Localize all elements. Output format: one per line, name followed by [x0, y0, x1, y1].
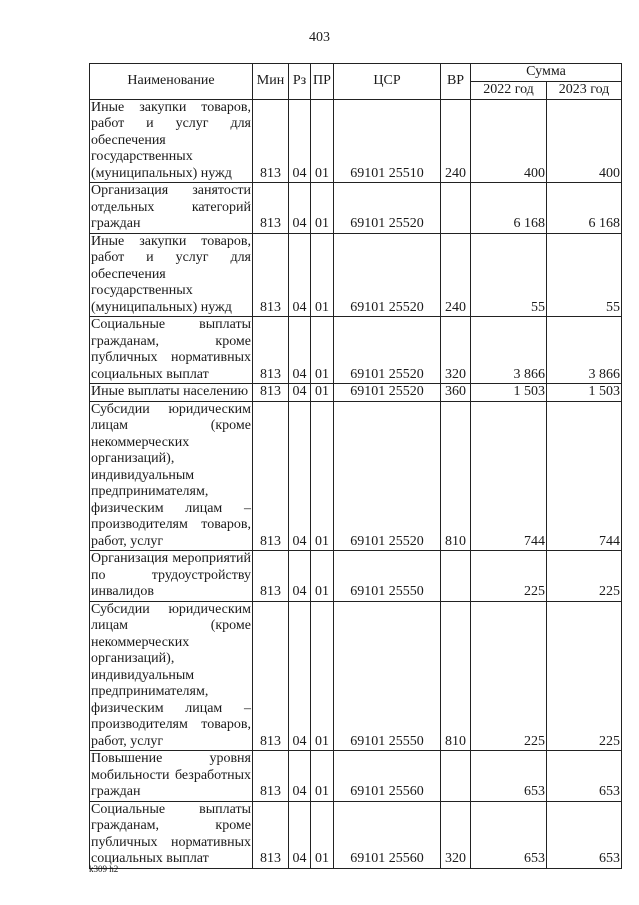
page-number: 403 — [309, 30, 330, 45]
cell-vr — [441, 183, 471, 234]
budget-table — [89, 63, 622, 869]
cell-2023: 6 168 — [547, 183, 622, 234]
cell-pr: 01 — [311, 801, 334, 868]
cell-name: Субсидии юридическим лицам (кроме некоммерческих организаций), индивидуальным предпринимателям, физическим лицам – производителям товаров, работ, услуг — [91, 401, 251, 549]
footer-code: k309 h2 — [89, 864, 119, 874]
cell-pr: 01 — [311, 751, 334, 802]
cell-rz: 04 — [289, 317, 311, 384]
cell-min: 813 — [253, 751, 289, 802]
table-row — [90, 751, 622, 802]
cell-2022: 400 — [471, 99, 547, 183]
cell-min: 813 — [253, 233, 289, 317]
cell-rz: 04 — [289, 551, 311, 602]
table-row — [90, 551, 622, 602]
header-sum: Сумма — [471, 64, 622, 82]
cell-csr: 69101 25520 — [334, 183, 441, 234]
cell-name: Субсидии юридическим лицам (кроме некоммерческих организаций), индивидуальным предпринимателям, физическим лицам – производителям товаров, работ, услуг — [91, 601, 251, 749]
cell-pr: 01 — [311, 317, 334, 384]
cell-pr: 01 — [311, 401, 334, 551]
cell-name: Иные выплаты населению — [90, 384, 253, 402]
cell-name: Повышение уровня мобильности безработных граждан — [91, 751, 251, 799]
cell-2022: 55 — [471, 233, 547, 317]
cell-pr: 01 — [311, 384, 334, 402]
cell-vr: 240 — [441, 233, 471, 317]
cell-vr — [441, 551, 471, 602]
cell-2022: 6 168 — [471, 183, 547, 234]
cell-rz: 04 — [289, 233, 311, 317]
cell-csr: 69101 25550 — [334, 601, 441, 751]
cell-vr: 320 — [441, 801, 471, 868]
header-vr: ВР — [441, 64, 471, 100]
cell-2022: 744 — [471, 401, 547, 551]
cell-name: Иные закупки товаров, работ и услуг для обеспечения государственных (муниципальных) нужд — [91, 233, 251, 315]
cell-rz: 04 — [289, 751, 311, 802]
cell-pr: 01 — [311, 183, 334, 234]
cell-csr: 69101 25560 — [334, 801, 441, 868]
header-rz: Рз — [289, 64, 311, 100]
table-row — [90, 601, 622, 751]
cell-vr: 320 — [441, 317, 471, 384]
cell-2023: 225 — [547, 551, 622, 602]
cell-2022: 225 — [471, 551, 547, 602]
cell-min: 813 — [253, 317, 289, 384]
cell-rz: 04 — [289, 384, 311, 402]
cell-2023: 1 503 — [547, 384, 622, 402]
cell-csr: 69101 25550 — [334, 551, 441, 602]
header-min: Мин — [253, 64, 289, 100]
cell-pr: 01 — [311, 551, 334, 602]
cell-rz: 04 — [289, 99, 311, 183]
cell-csr: 69101 25520 — [334, 317, 441, 384]
cell-rz: 04 — [289, 401, 311, 551]
table-row — [90, 384, 622, 402]
cell-csr: 69101 25520 — [334, 233, 441, 317]
header-year-2023: 2023 год — [547, 81, 622, 99]
cell-csr: 69101 25520 — [334, 401, 441, 551]
cell-vr: 810 — [441, 601, 471, 751]
cell-2022: 653 — [471, 801, 547, 868]
table-row — [90, 317, 622, 384]
cell-rz: 04 — [289, 183, 311, 234]
cell-2023: 744 — [547, 401, 622, 551]
cell-name: Социальные выплаты гражданам, кроме публичных нормативных социальных выплат — [91, 317, 251, 382]
header-year-2022: 2022 год — [471, 81, 547, 99]
cell-2023: 653 — [547, 751, 622, 802]
cell-vr: 240 — [441, 99, 471, 183]
cell-min: 813 — [253, 401, 289, 551]
table-row — [90, 233, 622, 317]
cell-pr: 01 — [311, 99, 334, 183]
cell-2023: 55 — [547, 233, 622, 317]
cell-pr: 01 — [311, 233, 334, 317]
cell-min: 813 — [253, 551, 289, 602]
cell-min: 813 — [253, 384, 289, 402]
table-row — [90, 801, 622, 868]
header-pr: ПР — [311, 64, 334, 100]
cell-2022: 1 503 — [471, 384, 547, 402]
header-row — [90, 64, 622, 82]
cell-csr: 69101 25520 — [334, 384, 441, 402]
cell-name: Организация занятости отдельных категорий граждан — [91, 183, 251, 231]
cell-pr: 01 — [311, 601, 334, 751]
cell-min: 813 — [253, 801, 289, 868]
cell-min: 813 — [253, 99, 289, 183]
cell-2023: 400 — [547, 99, 622, 183]
cell-rz: 04 — [289, 601, 311, 751]
cell-2022: 3 866 — [471, 317, 547, 384]
cell-rz: 04 — [289, 801, 311, 868]
cell-min: 813 — [253, 183, 289, 234]
table-row — [90, 183, 622, 234]
cell-vr: 810 — [441, 401, 471, 551]
cell-2022: 653 — [471, 751, 547, 802]
table-row — [90, 401, 622, 551]
cell-name: Социальные выплаты гражданам, кроме публичных нормативных социальных выплат — [91, 801, 251, 866]
header-name: Наименование — [90, 64, 253, 100]
cell-2022: 225 — [471, 601, 547, 751]
header-csr: ЦСР — [334, 64, 441, 100]
cell-name: Организация мероприятий по трудоустройству инвалидов — [91, 551, 251, 599]
cell-vr — [441, 751, 471, 802]
cell-name: Иные закупки товаров, работ и услуг для обеспечения государственных (муниципальных) нужд — [91, 99, 251, 181]
cell-csr: 69101 25510 — [334, 99, 441, 183]
cell-csr: 69101 25560 — [334, 751, 441, 802]
cell-2023: 653 — [547, 801, 622, 868]
cell-min: 813 — [253, 601, 289, 751]
cell-2023: 3 866 — [547, 317, 622, 384]
cell-vr: 360 — [441, 384, 471, 402]
table-row — [90, 99, 622, 183]
cell-2023: 225 — [547, 601, 622, 751]
